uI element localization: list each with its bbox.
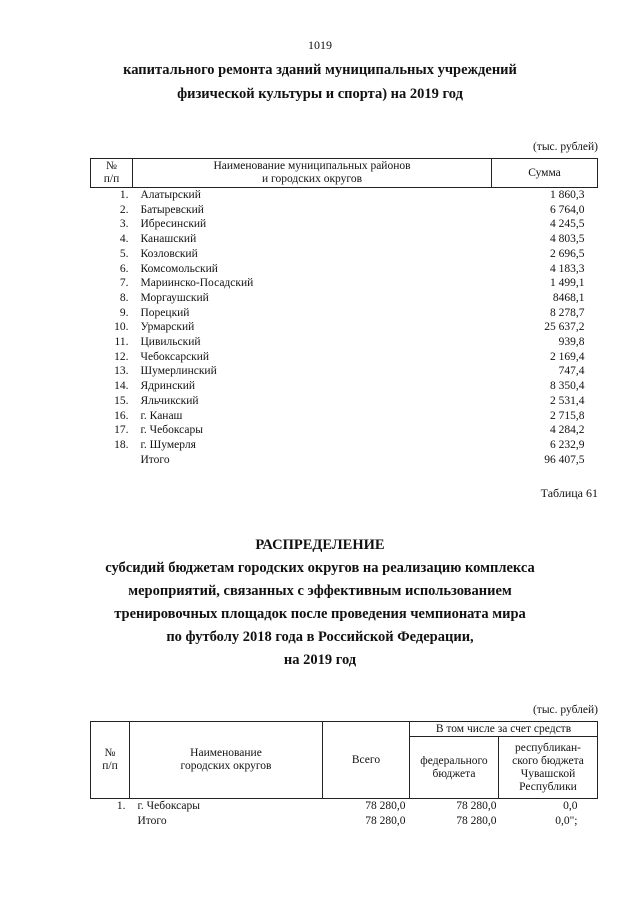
table1-cell-name: Батыревский <box>140 203 204 216</box>
table1-cell-num: 15. <box>114 394 129 407</box>
table1-cell-sum: 8 278,7 <box>550 306 585 319</box>
table2-cell-name: г. Чебоксары <box>137 800 200 812</box>
table1-cell-name: Канашский <box>140 233 197 246</box>
table1-row <box>91 247 598 262</box>
table1-cell-sum: 1 499,1 <box>550 277 585 290</box>
table1-cell-num: 1. <box>119 189 129 201</box>
table1-cell-sum: 6 232,9 <box>550 438 585 451</box>
table1-cell-sum: 2 696,5 <box>550 247 585 260</box>
table2-header-row-1 <box>91 722 598 737</box>
table2-header-republic: республикан- ского бюджета Чувашской Республики <box>499 737 598 799</box>
table1-row <box>91 276 598 291</box>
table1-cell-sum: 939,8 <box>558 336 585 349</box>
table1-cell-name: г. Канаш <box>140 409 183 422</box>
table1-cell-num <box>91 453 133 468</box>
table2-units: (тыс. рублей) <box>532 704 598 716</box>
table1-header-name: Наименование муниципальных районов и городских округов <box>133 159 492 188</box>
subheading-line-3: тренировочных площадок после проведения чемпионата мира <box>114 606 526 622</box>
table1-cell-num: 4. <box>119 233 129 246</box>
table1-cell-sum: 747,4 <box>558 365 585 378</box>
prev-title-line-2: физической культуры и спорта) на 2019 год <box>177 86 463 102</box>
table1-cell-num: 8. <box>119 291 129 304</box>
table1-cell-sum: 4 284,2 <box>550 424 585 437</box>
table1-cell-name: Итого <box>140 453 170 466</box>
table1-cell-name: Мариинско-Посадский <box>140 277 254 290</box>
table1-row <box>91 364 598 379</box>
subheading-line-1: субсидий бюджетам городских округов на реализацию комплекса <box>105 560 535 576</box>
heading: РАСПРЕДЕЛЕНИЕ <box>255 537 385 553</box>
table1-cell-num: 2. <box>119 203 129 216</box>
table1-cell-sum: 8468,1 <box>552 291 585 304</box>
table1-cell-sum: 96 407,5 <box>544 453 585 466</box>
table2-header-total: Всего <box>323 722 410 799</box>
prev-title-line-1: капитального ремонта зданий муниципальных учреждений <box>123 62 517 78</box>
table1-header-num: № п/п <box>91 159 133 188</box>
page-number: 1019 <box>308 38 332 52</box>
table1-row <box>91 350 598 365</box>
table1-row <box>91 291 598 306</box>
table1-cell-name: Моргаушский <box>140 291 209 304</box>
table2-row <box>91 814 598 829</box>
table2-cell-republic: 0,0 <box>563 800 578 812</box>
table1-cell-name: Порецкий <box>140 306 190 319</box>
table1-cell-name: г. Шумерля <box>140 438 196 451</box>
table1-row <box>91 379 598 394</box>
table2 <box>90 721 598 828</box>
table1-row <box>91 203 598 218</box>
table1-row <box>91 453 598 468</box>
table2-cell-num: 1. <box>116 800 126 812</box>
table1-cell-name: Ядринский <box>140 380 196 393</box>
table1-units: (тыс. рублей) <box>532 141 598 153</box>
table1-cell-num: 18. <box>114 438 129 451</box>
table1-cell-num: 9. <box>119 306 129 319</box>
table1-cell-name: г. Чебоксары <box>140 424 203 437</box>
table1-cell-name: Яльчикский <box>140 394 199 407</box>
table1-cell-name: Шумерлинский <box>140 365 217 378</box>
table1-cell-sum: 1 860,3 <box>550 189 585 201</box>
table1-cell-name: Цивильский <box>140 336 201 349</box>
table1-row <box>91 335 598 350</box>
table1-cell-name: Козловский <box>140 247 198 260</box>
table1-cell-name: Ибресинский <box>140 218 207 231</box>
table2-cell-republic: 0,0"; <box>555 814 578 827</box>
subheading-line-4: по футболу 2018 года в Российской Федерации, <box>166 629 474 645</box>
table1-cell-name: Комсомольский <box>140 262 218 275</box>
table1-cell-num: 16. <box>114 409 129 422</box>
table1-cell-num: 12. <box>114 350 129 363</box>
table2-cell-name: Итого <box>137 814 167 827</box>
table1-cell-name: Урмарский <box>140 321 195 334</box>
table1-header-row <box>91 159 598 188</box>
table2-cell-total: 78 280,0 <box>365 814 406 827</box>
table1-row <box>91 232 598 247</box>
table-label: Таблица 61 <box>540 486 598 500</box>
table1-cell-num: 7. <box>119 277 129 290</box>
table2-row <box>91 799 598 814</box>
table2-header-federal: федерального бюджета <box>410 737 499 799</box>
table1-cell-sum: 4 245,5 <box>550 218 585 231</box>
table1-row <box>91 306 598 321</box>
table1-cell-sum: 2 531,4 <box>550 394 585 407</box>
table1-cell-num: 6. <box>119 262 129 275</box>
table1-cell-num: 13. <box>114 365 129 378</box>
table1-cell-sum: 6 764,0 <box>550 203 585 216</box>
table1-cell-num: 3. <box>119 218 129 231</box>
table2-header-name: Наименование городских округов <box>130 722 323 799</box>
table1-cell-sum: 8 350,4 <box>550 380 585 393</box>
table1-cell-num: 17. <box>114 424 129 437</box>
table1-cell-sum: 4 803,5 <box>550 233 585 246</box>
table1-cell-name: Алатырский <box>140 189 201 201</box>
table2-cell-num <box>91 814 130 829</box>
table1-cell-num: 5. <box>119 247 129 260</box>
subheading-line-5: на 2019 год <box>283 652 357 668</box>
subheading-line-2: мероприятий, связанных с эффективным использованием <box>128 583 512 599</box>
table1-cell-name: Чебоксарский <box>140 350 210 363</box>
table1-cell-sum: 2 169,4 <box>550 350 585 363</box>
table1-cell-num: 10. <box>114 321 129 334</box>
table2-header-num: № п/п <box>91 722 130 799</box>
table1-cell-sum: 4 183,3 <box>550 262 585 275</box>
table1-row <box>91 188 598 203</box>
table1-cell-num: 14. <box>114 380 129 393</box>
table1-row <box>91 409 598 424</box>
table2-cell-total: 78 280,0 <box>365 800 406 812</box>
table1-row <box>91 262 598 277</box>
table1-cell-num: 11. <box>114 336 129 349</box>
table1-row <box>91 320 598 335</box>
table1-row <box>91 423 598 438</box>
table1-row <box>91 394 598 409</box>
table1-row <box>91 217 598 232</box>
table1-header-sum: Сумма <box>492 159 598 188</box>
table1-row <box>91 438 598 453</box>
table2-cell-federal: 78 280,0 <box>456 814 497 827</box>
table1-cell-sum: 2 715,8 <box>550 409 585 422</box>
table1 <box>90 158 598 467</box>
table2-cell-federal: 78 280,0 <box>456 800 497 812</box>
table2-header-incl: В том числе за счет средств <box>410 722 598 737</box>
table1-cell-sum: 25 637,2 <box>544 321 585 334</box>
